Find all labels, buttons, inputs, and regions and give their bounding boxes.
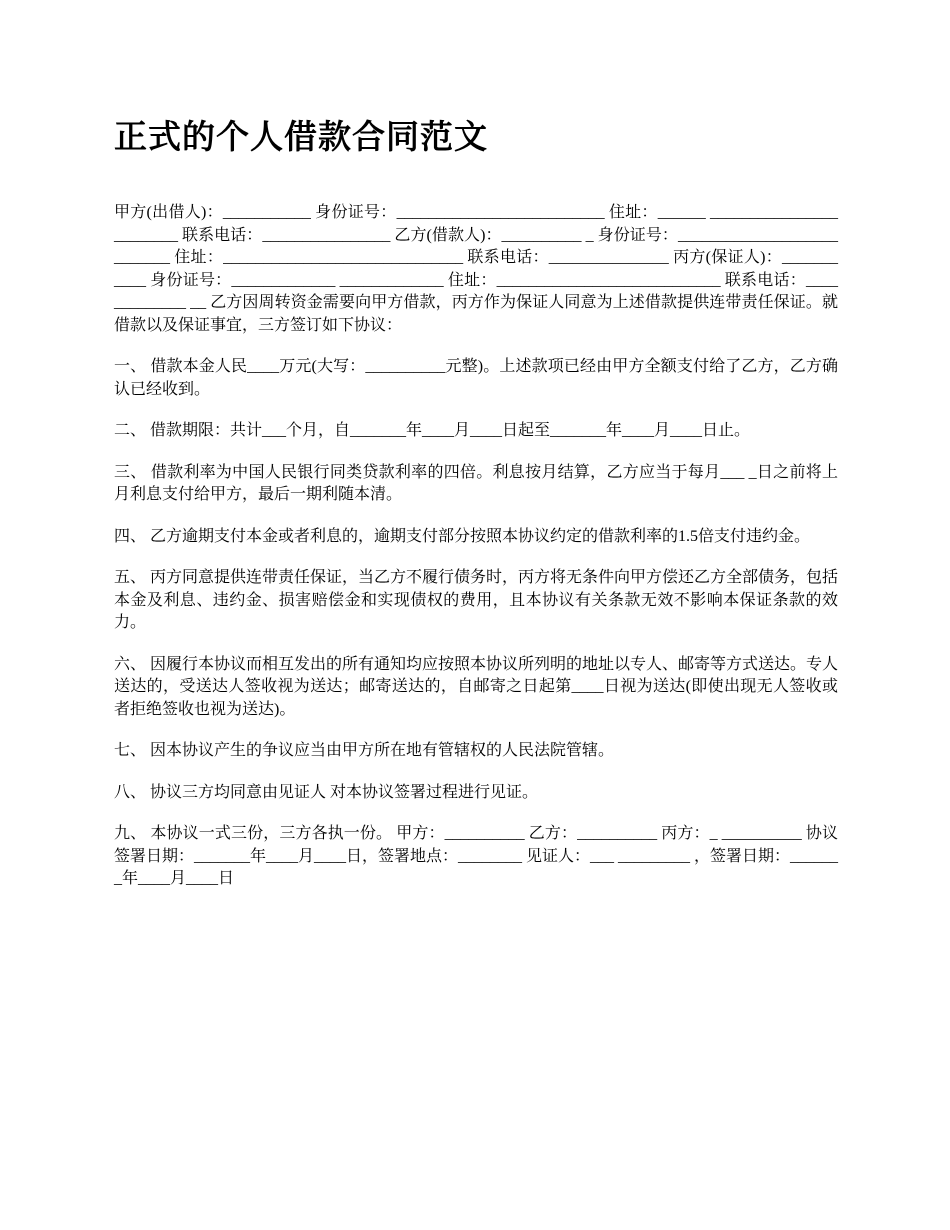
clause-3: 三、 借款利率为中国人民银行同类贷款利率的四倍。利息按月结算，乙方应当于每月___ _日之前将上月利息支付给甲方，最后一期利随本清。 (114, 463, 838, 503)
clause-1: 一、 借款本金人民____万元(大写：__________元整)。上述款项已经由甲方全额支付给了乙方，乙方确认已经收到。 (114, 358, 838, 398)
clause-4: 四、 乙方逾期支付本金或者利息的，逾期支付部分按照本协议约定的借款利率的1.5倍支付违约金。 (114, 527, 811, 545)
document-title: 正式的个人借款合同范文 (114, 117, 488, 156)
clause-8: 八、 协议三方均同意由见证人 对本协议签署过程进行见证。 (114, 783, 539, 801)
clause-5: 五、 丙方同意提供连带责任保证，当乙方不履行债务时，丙方将无条件向甲方偿还乙方全部债务，包括本金及利息、违约金、损害赔偿金和实现债权的费用，且本协议有关条款无效不影响本保证条款的效力。 (114, 569, 839, 631)
document-page (114, 112, 838, 910)
clause-2: 二、 借款期限：共计___个月，自_______年____月____日起至_______年____月____日止。 (114, 422, 751, 439)
clause-9: 九、 本协议一式三份，三方各执一份。 甲方：__________ 乙方：__________ 丙方：_ __________ 协议签署日期：_______年____月____日，签署地点：________ 见证人：___ _________ ，签署日期：_______年____月____日 (114, 825, 839, 887)
parties-paragraph: 甲方(出借人)：___________ 身份证号：__________________________ 住址：______ ________________________ 联系电话：________________ 乙方(借款人)：__________ _ 身份证号：___________________________ 住址：______________________________ 联系电话：_______________ 丙方(保证人)：___________ 身份证号：_____________ _____________ 住址：____________________________ 联系电话：_____________ __ 乙方因周转资金需要向甲方借款，丙方作为保证人同意为上述借款提供连带责任保证。就借款以及保证事宜，三方签订如下协议： (114, 204, 838, 334)
clause-7: 七、 因本协议产生的争议应当由甲方所在地有管辖权的人民法院管辖。 (114, 742, 615, 759)
clause-6: 六、 因履行本协议而相互发出的所有通知均应按照本协议所列明的地址以专人、邮寄等方式送达。专人送达的，受送达人签收视为送达；邮寄送达的，自邮寄之日起第____日视为送达(即使出现无人签收或者拒绝签收也视为送达)。 (114, 655, 839, 718)
